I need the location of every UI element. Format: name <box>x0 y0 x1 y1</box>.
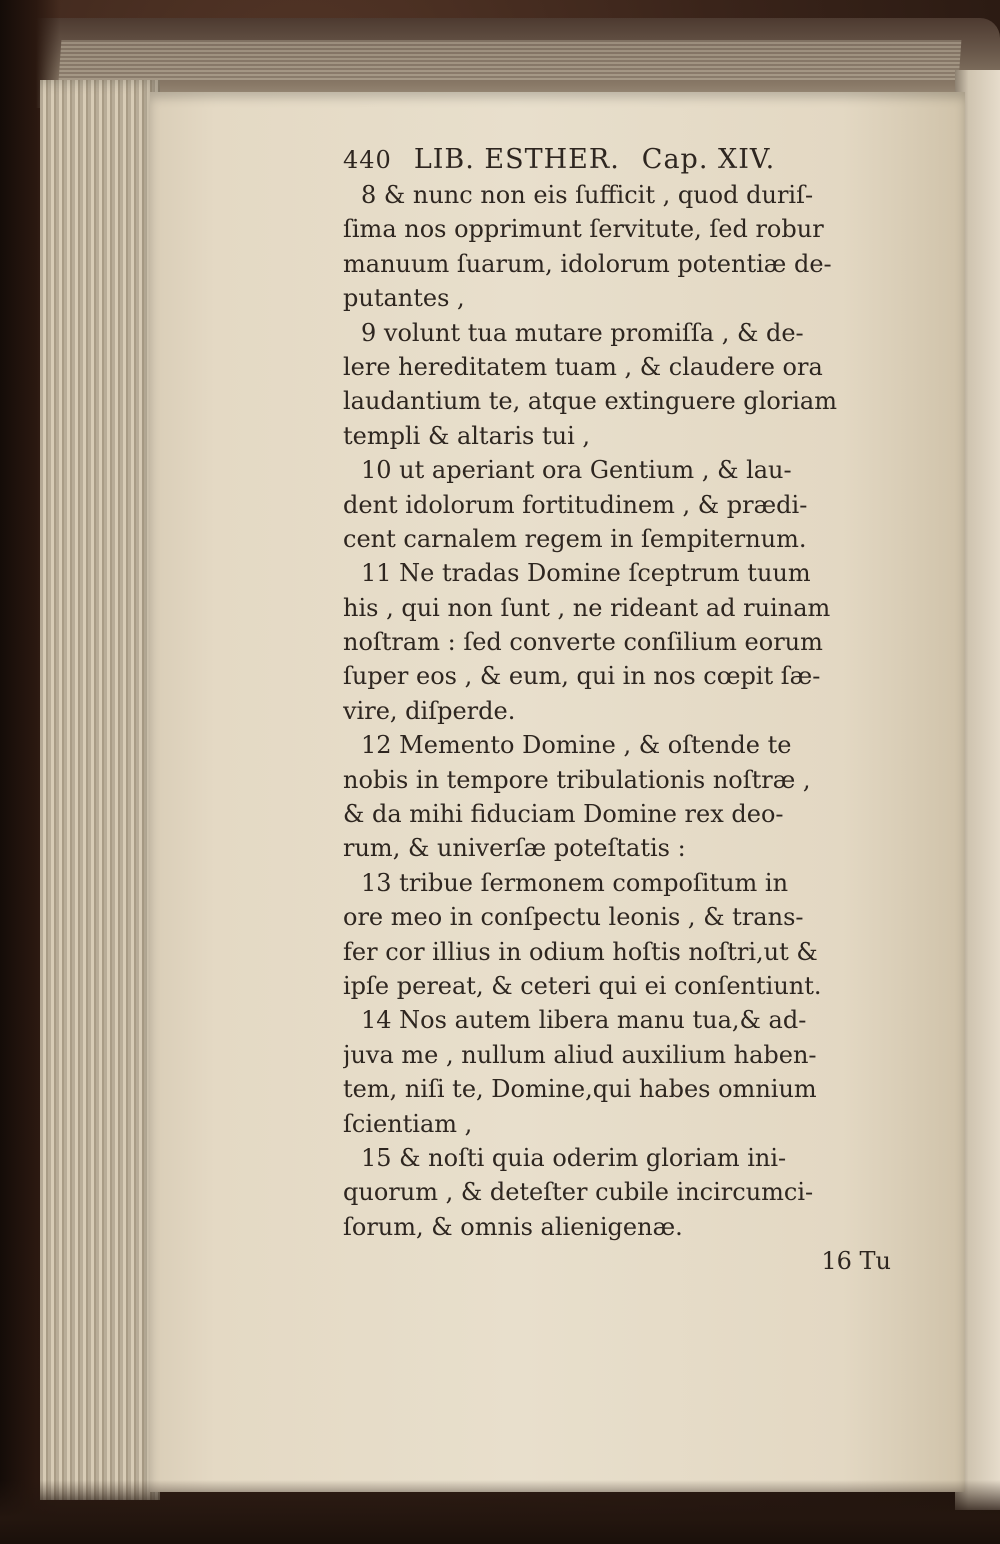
text-line: templi & altaris tui , <box>343 421 591 450</box>
text-line: dent idolorum fortitudinem , & prædi- <box>343 490 808 519</box>
text-line: ſima nos opprimunt ſervitute, ſed robur <box>343 215 824 244</box>
text-line: ipſe pereat, & ceteri qui ei conſentiunt. <box>343 971 822 1000</box>
text-line: putantes , <box>343 284 465 313</box>
text-line: laudantium te, atque extinguere gloriam <box>343 387 837 416</box>
text-line: tem, niſi te, Domine,qui habes omnium <box>343 1075 817 1104</box>
text-line: ore meo in conſpectu leonis , & trans- <box>343 903 804 932</box>
left-page-edges <box>40 80 160 1500</box>
chapter-label: Cap. XIV. <box>641 144 776 175</box>
text-line: 13 tribue ſermonem compoſitum in <box>361 868 789 897</box>
text-line: lere hereditatem tuam , & claudere ora <box>343 352 823 381</box>
text-line: manuum ſuarum, idolorum potentiæ de- <box>343 249 832 278</box>
text-line: 9 volunt tua mutare promiſſa , & de- <box>361 318 804 347</box>
text-line: rum, & univerſæ poteſtatis : <box>343 834 686 863</box>
text-line: fer cor illius in odium hoſtis noſtri,ut & <box>343 937 818 966</box>
text-line: ſuper eos , & eum, qui in nos cœpit ſæ- <box>343 662 821 691</box>
text-line: juva me , nullum aliud auxilium haben- <box>343 1040 817 1069</box>
text-line: 12 Memento Domine , & oſtende te <box>361 731 792 760</box>
text-line: vire, diſperde. <box>343 696 516 725</box>
text-line: ſcientiam , <box>343 1109 473 1138</box>
text-line: 8 & nunc non eis ſufficit , quod duriſ- <box>361 181 814 209</box>
text-line: his , qui non ſunt , ne rideant ad ruinam <box>343 593 831 622</box>
text-line: 10 ut aperiant ora Gentium , & lau- <box>361 456 792 485</box>
text-line: ſorum, & omnis alienigenæ. <box>343 1212 683 1241</box>
text-line: noſtram : ſed converte conſilium eorum <box>343 628 823 657</box>
bottom-shadow <box>0 1480 1000 1544</box>
text-line: cent carnalem regem in ſempiternum. <box>343 524 807 553</box>
text-line: 14 Nos autem libera manu tua,& ad- <box>361 1006 807 1035</box>
text-line: 15 & noſti quia oderim gloriam ini- <box>361 1143 787 1172</box>
text-line: & da mihi fiduciam Domine rex deo- <box>343 800 784 829</box>
text-line: 11 Ne tradas Domine ſceptrum tuum <box>361 559 811 588</box>
running-head <box>343 142 903 178</box>
page-text <box>343 142 903 1279</box>
top-page-edges <box>59 40 962 80</box>
catchword: 16 Tu <box>821 1247 891 1276</box>
text-line: quorum , & deteſter cubile incircumci- <box>343 1178 814 1207</box>
page-number: 440 <box>343 146 392 174</box>
book-title: LIB. ESTHER. <box>413 144 620 175</box>
text-line: nobis in tempore tribulationis noſtræ , <box>343 765 811 794</box>
